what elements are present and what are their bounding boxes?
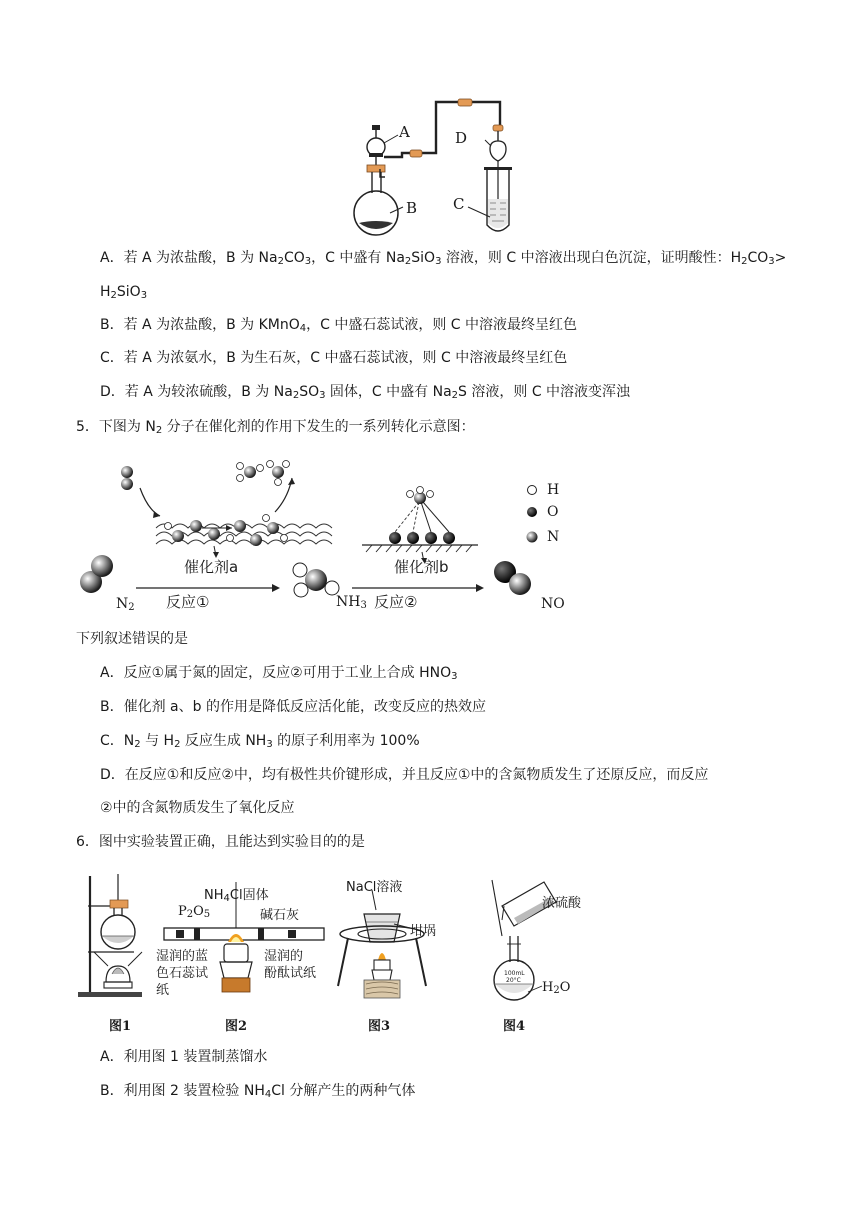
- legend-n: N: [547, 529, 560, 545]
- fig1-distillation-drawing: [74, 870, 154, 1035]
- fig2-right-paper-line2: 酚酞试纸: [264, 966, 317, 981]
- fig2-sodalime-label: 碱石灰: [260, 908, 300, 923]
- q6-stem: 6．图中实验装置正确，且能达到实验目的的是: [76, 834, 365, 850]
- fig4-caption: 图4: [503, 1019, 526, 1034]
- q5-option-c: C．$N_2$ 与 $H_2$ 反应生成 $NH_3$ 的原子利用率为 100%: [100, 733, 420, 750]
- q4-apparatus-figure: [340, 95, 550, 240]
- fig2-left-paper-line2: 色石蕊试: [156, 966, 209, 981]
- q4-option-d: D．若 A 为较浓硫酸，B 为 $Na_2SO_3$ 固体，C 中盛有 $Na_2S$ 溶液，则 C 中溶液变浑浊: [100, 384, 631, 401]
- fig4-flask-temp: 20°C: [506, 977, 521, 984]
- legend-h: H: [547, 482, 560, 498]
- catalyst-b-label: 催化剂b: [394, 558, 449, 576]
- q4-apparatus-drawing: [340, 95, 550, 240]
- q5-stem: 5．下图为 $N_2$ 分子在催化剂的作用下发生的一系列转化示意图：: [76, 419, 475, 436]
- fig2-caption: 图2: [225, 1019, 248, 1034]
- q5-option-b: B．催化剂 a、b 的作用是降低反应活化能，改变反应的热效应: [100, 699, 486, 715]
- label-a: A: [399, 123, 410, 141]
- q4-option-a-continued: $H_2SiO_3$: [100, 284, 148, 301]
- q6-figure-1: [74, 870, 154, 1035]
- q5-reaction-figure: [70, 448, 590, 618]
- fig2-left-paper-line3: 纸: [156, 983, 170, 998]
- fig3-caption: 图3: [368, 1019, 391, 1034]
- reaction-1-label: 反应①: [166, 593, 210, 611]
- q6-option-a: A．利用图 1 装置制蒸馏水: [100, 1049, 268, 1065]
- q6-option-b: B．利用图 2 装置检验 $NH_4Cl$ 分解产生的两种气体: [100, 1083, 416, 1100]
- fig3-crucible-drawing: [328, 876, 458, 1006]
- fig4-h2o-label: $H_2O$: [542, 980, 571, 996]
- fig3-crucible-label: 坩埚: [410, 924, 437, 939]
- q4-option-b: B．若 A 为浓盐酸，B 为 KMnO$_4$，C 中盛石蕊试液，则 C 中溶液最终呈红色: [100, 317, 578, 334]
- q5-question: 下列叙述错误的是: [76, 631, 188, 647]
- q6-figure-3: [328, 876, 458, 1006]
- legend-o: O: [547, 504, 559, 520]
- fig4-acid-label: 浓硫酸: [542, 896, 582, 911]
- fig1-caption: 图1: [109, 1019, 132, 1034]
- q4-option-a: A．若 A 为浓盐酸，B 为 $Na_2CO_3$，C 中盛有 $Na_2SiO_3$ 溶液，则 C 中溶液出现白色沉淀，证明酸性：$H_2CO_3>$: [100, 250, 787, 267]
- catalyst-a-label: 催化剂a: [184, 558, 239, 576]
- fig3-nacl-label: NaCl溶液: [346, 880, 403, 895]
- fig2-nh4cl-label: $NH_4Cl$固体: [204, 888, 269, 904]
- label-c: C: [453, 195, 465, 213]
- no-label: NO: [541, 596, 565, 612]
- fig2-right-paper-line1: 湿润的: [264, 949, 304, 964]
- q5-option-d: D．在反应①和反应②中，均有极性共价键形成，并且反应①中的含氮物质发生了还原反应，而反应: [100, 767, 709, 783]
- label-b: B: [406, 199, 418, 217]
- q5-reaction-drawing: [70, 448, 590, 618]
- q6-figure-4: [474, 876, 594, 1006]
- reaction-2-label: 反应②: [374, 593, 418, 611]
- fig2-left-paper-line1: 湿润的蓝: [156, 949, 209, 964]
- nh3-label: $NH_3$: [336, 594, 367, 611]
- fig2-p2o5-label: $P_2O_5$: [178, 904, 211, 920]
- n2-label: $N_2$: [116, 596, 135, 613]
- q5-option-d-continued: ②中的含氮物质发生了氧化反应: [100, 800, 295, 816]
- q4-option-c: C．若 A 为浓氨水，B 为生石灰，C 中盛石蕊试液，则 C 中溶液最终呈红色: [100, 350, 568, 366]
- q6-figure-2: [150, 870, 330, 1000]
- q5-option-a: A．反应①属于氮的固定，反应②可用于工业上合成 $HNO_3$: [100, 665, 458, 682]
- fig4-flask-volume: 100mL: [504, 970, 525, 977]
- label-d: D: [455, 129, 468, 147]
